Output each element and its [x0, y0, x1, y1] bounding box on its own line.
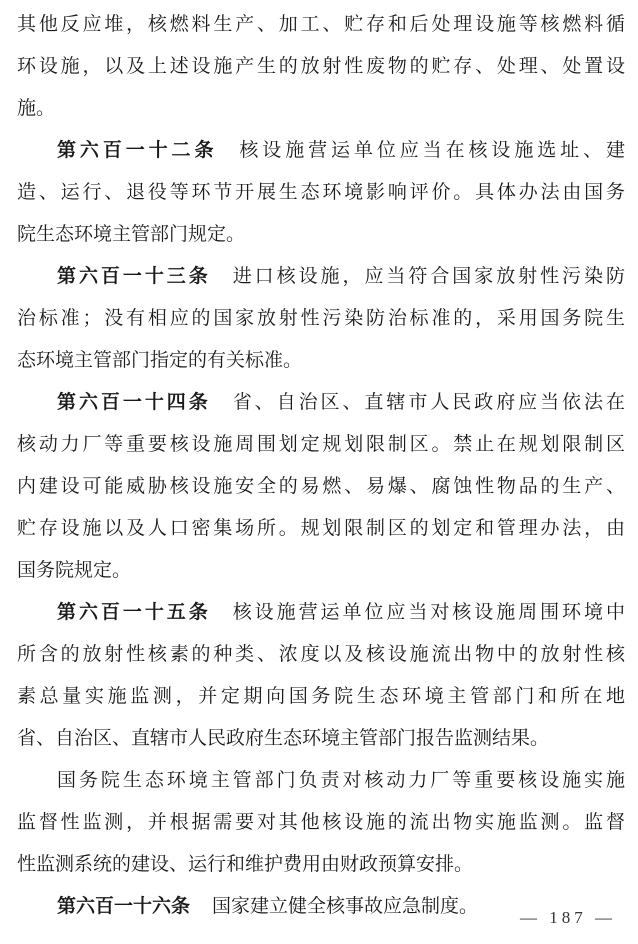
text-line: 其他反应堆，核燃料生产、加工、贮存和后处理设施等核燃料循 — [17, 13, 625, 35]
page-number: — 187 — — [520, 908, 616, 927]
text-line: 省、自治区、直辖市人民政府应当依法在 — [232, 391, 625, 413]
text-line: 贮存设施以及人口密集场所。规划限制区的划定和管理办法，由 — [17, 517, 625, 539]
text-line: 国务院规定。 — [17, 559, 132, 581]
article-614-first-line — [17, 386, 625, 418]
text-line: 省、自治区、直辖市人民政府生态环境主管部门报告监测结果。 — [17, 727, 550, 749]
text-line: 核设施营运单位应当在核设施选址、建 — [239, 139, 625, 161]
text-line: 监督性监测，并根据需要对其他核设施的流出物实施监测。监督 — [17, 811, 625, 833]
text-line: 素总量实施监测，并定期向国务院生态环境主管部门和所在地 — [17, 685, 625, 707]
text-line: 院生态环境主管部门规定。 — [17, 223, 246, 245]
text-line: 国家建立健全核事故应急制度。 — [212, 895, 479, 917]
article-612-first-line — [17, 134, 625, 166]
text-line: 治标准；没有相应的国家放射性污染防治标准的，采用国务院生 — [17, 307, 625, 329]
text-line: 核设施营运单位应当对核设施周围环境中 — [232, 601, 625, 623]
text-line: 态环境主管部门指定的有关标准。 — [17, 349, 303, 371]
article-615-first-line — [17, 596, 625, 628]
article-heading: 第六百一十五条 — [57, 601, 211, 623]
text-line: 环设施，以及上述设施产生的放射性废物的贮存、处理、处置设 — [17, 55, 625, 77]
text-line: 施。 — [17, 97, 56, 119]
text-line: 核动力厂等重要核设施周围划定规划限制区。禁止在规划限制区 — [17, 433, 625, 455]
text-line: 造、运行、退役等环节开展生态环境影响评价。具体办法由国务 — [17, 181, 625, 203]
text-line: 性监测系统的建设、运行和维护费用由财政预算安排。 — [17, 853, 474, 875]
article-heading: 第六百一十二条 — [57, 139, 218, 161]
article-613-first-line — [17, 260, 625, 292]
article-heading: 第六百一十三条 — [57, 265, 211, 287]
text-line: 国务院生态环境主管部门负责对核动力厂等重要核设施实施 — [57, 769, 625, 791]
text-line: 所含的放射性核素的种类、浓度以及核设施流出物中的放射性核 — [17, 643, 625, 665]
text-line: 内建设可能威胁核设施安全的易燃、易爆、腐蚀性物品的生产、 — [17, 475, 625, 497]
article-heading: 第六百一十六条 — [57, 895, 191, 917]
article-heading: 第六百一十四条 — [57, 391, 211, 413]
text-line: 进口核设施，应当符合国家放射性污染防 — [232, 265, 625, 287]
